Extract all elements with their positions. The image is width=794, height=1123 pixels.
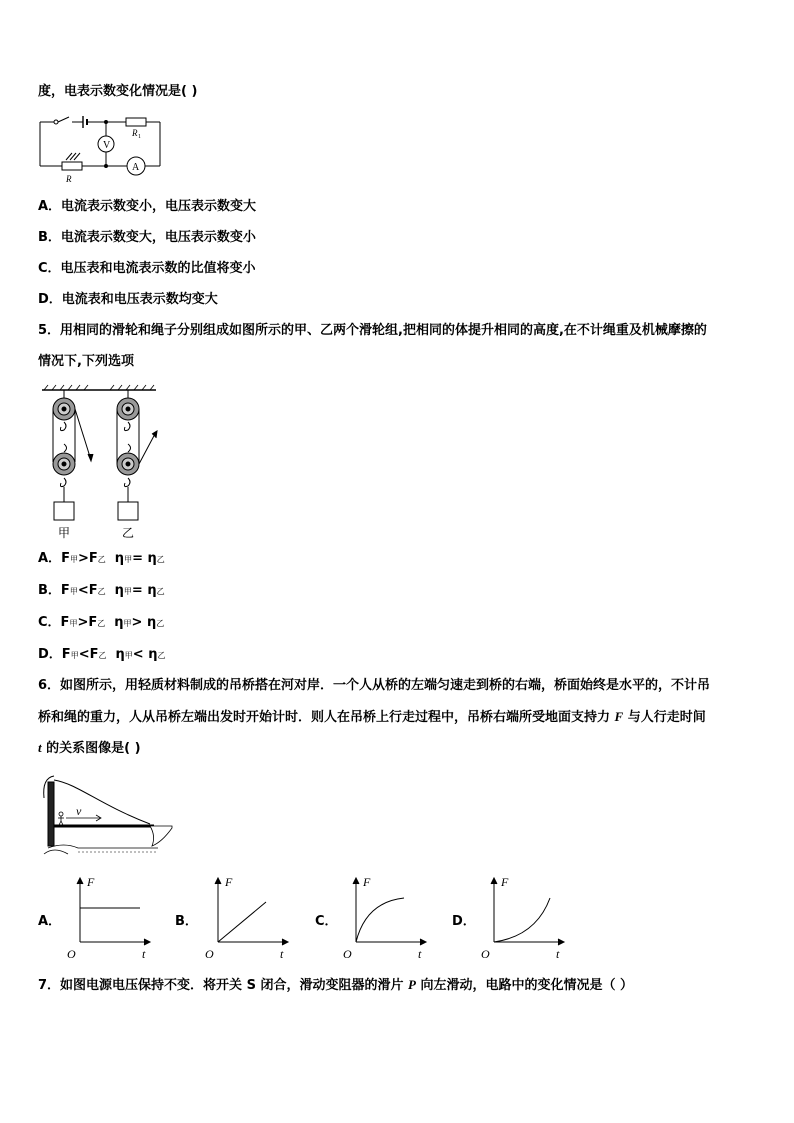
velocity-label: v (76, 804, 82, 818)
voltmeter-symbol: V (103, 140, 111, 151)
svg-text:O: O (205, 947, 214, 961)
q6-graph-c[interactable] (338, 872, 434, 962)
q6-graph-a[interactable] (62, 872, 158, 962)
q6-option-a-letter[interactable]: A． (38, 914, 62, 929)
q6-stem-line3: t 的关系图像是( ) (38, 740, 141, 756)
q4-option-d[interactable]: D．电流表和电压表示数均变大 (38, 292, 218, 307)
q5-option-a[interactable]: A．F甲>F乙 η甲= η乙 (38, 551, 165, 566)
svg-text:t: t (142, 947, 146, 961)
q6-graph-b[interactable] (200, 872, 296, 962)
svg-text:O: O (67, 947, 76, 961)
q5-stem-line2: 情况下,下列选项 (38, 354, 134, 369)
q5-option-c[interactable]: C．F甲>F乙 η甲> η乙 (38, 615, 165, 630)
label-jia: 甲 (58, 526, 71, 540)
q4-circuit-diagram (36, 110, 166, 188)
q6-graph-d[interactable] (476, 872, 572, 962)
q6-option-d-letter[interactable]: D． (452, 914, 476, 929)
q6-bridge-diagram (38, 770, 174, 862)
q4-option-c[interactable]: C．电压表和电流表示数的比值将变小 (38, 261, 256, 276)
svg-text:O: O (481, 947, 490, 961)
svg-text:F: F (363, 875, 371, 889)
r-label: R (66, 174, 72, 184)
svg-text:O: O (343, 947, 352, 961)
ammeter-symbol: A (132, 162, 140, 173)
q7-stem: 7．如图电源电压保持不变．将开关 S 闭合，滑动变阻器的滑片 P 向左滑动，电路中的变化情况是（ ） (38, 977, 634, 993)
q6-stem-line1: 6．如图所示，用轻质材料制成的吊桥搭在河对岸．一个人从桥的左端匀速走到桥的右端，桥面始终是水平的，不计吊 (38, 678, 711, 693)
svg-text:F: F (225, 875, 233, 889)
svg-text:F: F (501, 875, 509, 889)
svg-text:t: t (556, 947, 560, 961)
q6-option-b-letter[interactable]: B． (175, 914, 198, 929)
label-yi: 乙 (122, 526, 135, 540)
q4-option-b[interactable]: B．电流表示数变大，电压表示数变小 (38, 230, 256, 245)
svg-text:t: t (280, 947, 284, 961)
q6-option-c-letter[interactable]: C． (315, 914, 338, 929)
q5-option-d[interactable]: D．F甲<F乙 η甲< η乙 (38, 647, 166, 662)
q4-option-a[interactable]: A．电流表示数变小，电压表示数变大 (38, 199, 257, 214)
r1-label: R (132, 128, 138, 138)
q6-stem-line2: 桥和绳的重力，人从吊桥左端出发时开始计时．则人在吊桥上行走过程中，吊桥右端所受地面支持力 F 与人行走时间 (38, 709, 706, 725)
q6-graph-options (36, 872, 596, 962)
q5-option-b[interactable]: B．F甲<F乙 η甲= η乙 (38, 583, 165, 598)
svg-text:t: t (418, 947, 422, 961)
r1-subscript: 1 (138, 134, 141, 140)
q4-stem-tail: 度，电表示数变化情况是( ) (38, 84, 198, 99)
q5-stem-line1: 5．用相同的滑轮和绳子分别组成如图所示的甲、乙两个滑轮组,把相同的体提升相同的高度,在不计绳重及机械摩擦的 (38, 323, 707, 338)
q5-pulley-diagram (36, 384, 162, 542)
svg-text:F: F (87, 875, 95, 889)
